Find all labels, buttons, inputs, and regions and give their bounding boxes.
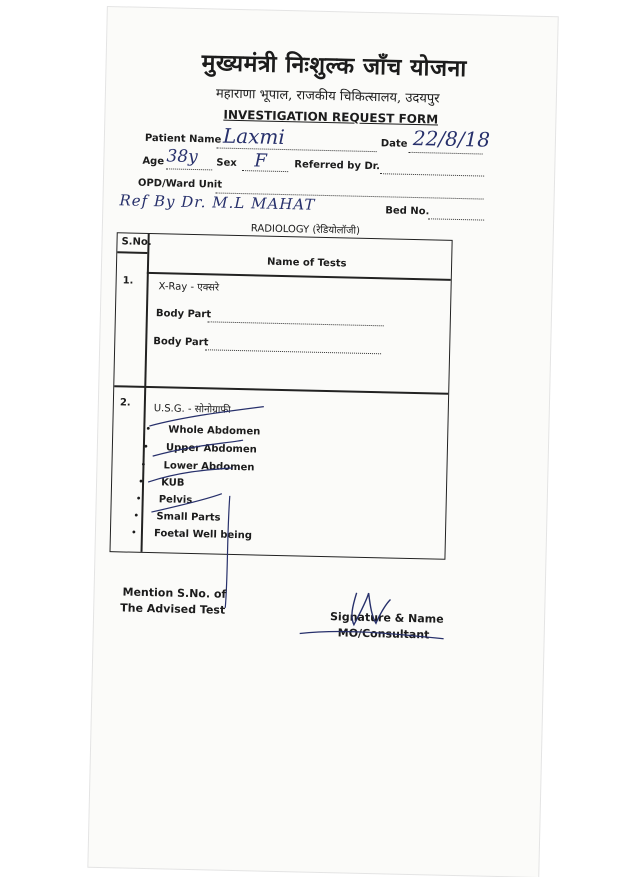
designation-label: MO/Consultant <box>337 626 430 642</box>
usg-item-6[interactable]: • Small Parts <box>133 510 221 524</box>
usg-item-2[interactable]: • Upper Abdomen <box>142 441 257 456</box>
usg-item-7-label: Foetal Well being <box>153 528 253 542</box>
mention-line-1: Mention S.No. of <box>122 585 227 601</box>
mention-line-2: The Advised Test <box>120 601 226 617</box>
usg-item-3[interactable]: • Lower Abdomen <box>140 459 255 474</box>
signature-label: Signature & Name <box>329 610 444 626</box>
usg-item-7[interactable]: • Foetal Well being <box>130 527 253 542</box>
patient-name-value[interactable]: Laxmi <box>222 123 286 150</box>
col-tests-header: Name of Tests <box>266 256 347 270</box>
usg-item-3-label: Lower Abdomen <box>163 460 255 474</box>
opd-label: OPD/Ward Unit <box>137 177 223 191</box>
tests-table <box>109 232 452 560</box>
pen-stroke-3 <box>148 466 232 484</box>
col-sno-header: S.No. <box>121 236 152 249</box>
request-form-sheet <box>88 7 557 877</box>
row2-number: 2. <box>119 397 131 409</box>
referred-line <box>380 173 484 176</box>
pen-stroke-4 <box>151 492 221 514</box>
section-title: RADIOLOGY (रेडियोलॉजी) <box>250 223 361 237</box>
scheme-title: मुख्यमंत्री निःशुल्क जाँच योजना <box>201 49 468 83</box>
pen-stroke-1 <box>149 404 263 429</box>
opd-value[interactable]: Ref By Dr. M.L MAHAT <box>119 191 316 214</box>
xray-body-part-label-2: Body Part <box>153 336 209 349</box>
date-label: Date <box>380 138 408 150</box>
date-value[interactable]: 22/8/18 <box>412 125 491 152</box>
date-line <box>409 152 483 155</box>
usg-item-2-label: Upper Abdomen <box>165 442 257 456</box>
age-label: Age <box>142 155 165 168</box>
usg-item-4[interactable]: • KUB <box>137 476 185 489</box>
sex-label: Sex <box>216 157 237 169</box>
row1-number: 1. <box>122 275 134 287</box>
usg-item-5[interactable]: • Pelvis <box>135 493 193 507</box>
referred-label: Referred by Dr. <box>294 159 381 173</box>
usg-item-6-label: Small Parts <box>156 511 221 524</box>
usg-label: U.S.G. - सोनोग्राफी <box>153 403 231 416</box>
usg-item-5-label: Pelvis <box>158 494 193 507</box>
pen-marks <box>111 233 452 558</box>
usg-item-1-label: Whole Abdomen <box>168 424 261 438</box>
usg-item-4-label: KUB <box>161 477 185 489</box>
hospital-name: महाराणा भूपाल, राजकीय चिकित्सालय, उदयपुर <box>215 86 440 107</box>
sex-value[interactable]: F <box>254 150 268 172</box>
bed-line <box>428 218 484 220</box>
handwritten-signature <box>293 571 455 655</box>
pen-stroke-2 <box>153 438 243 458</box>
age-line <box>166 168 212 170</box>
age-value[interactable]: 38y <box>166 146 198 168</box>
usg-item-1[interactable]: • Whole Abdomen <box>145 423 261 438</box>
patient-name-line <box>217 147 377 152</box>
form-title: INVESTIGATION REQUEST FORM <box>223 107 439 127</box>
patient-name-label: Patient Name <box>144 132 222 146</box>
xray-label: X-Ray - एक्सरे <box>158 281 220 294</box>
bed-label: Bed No. <box>385 205 430 218</box>
xray-body-part-label-1: Body Part <box>155 308 212 321</box>
